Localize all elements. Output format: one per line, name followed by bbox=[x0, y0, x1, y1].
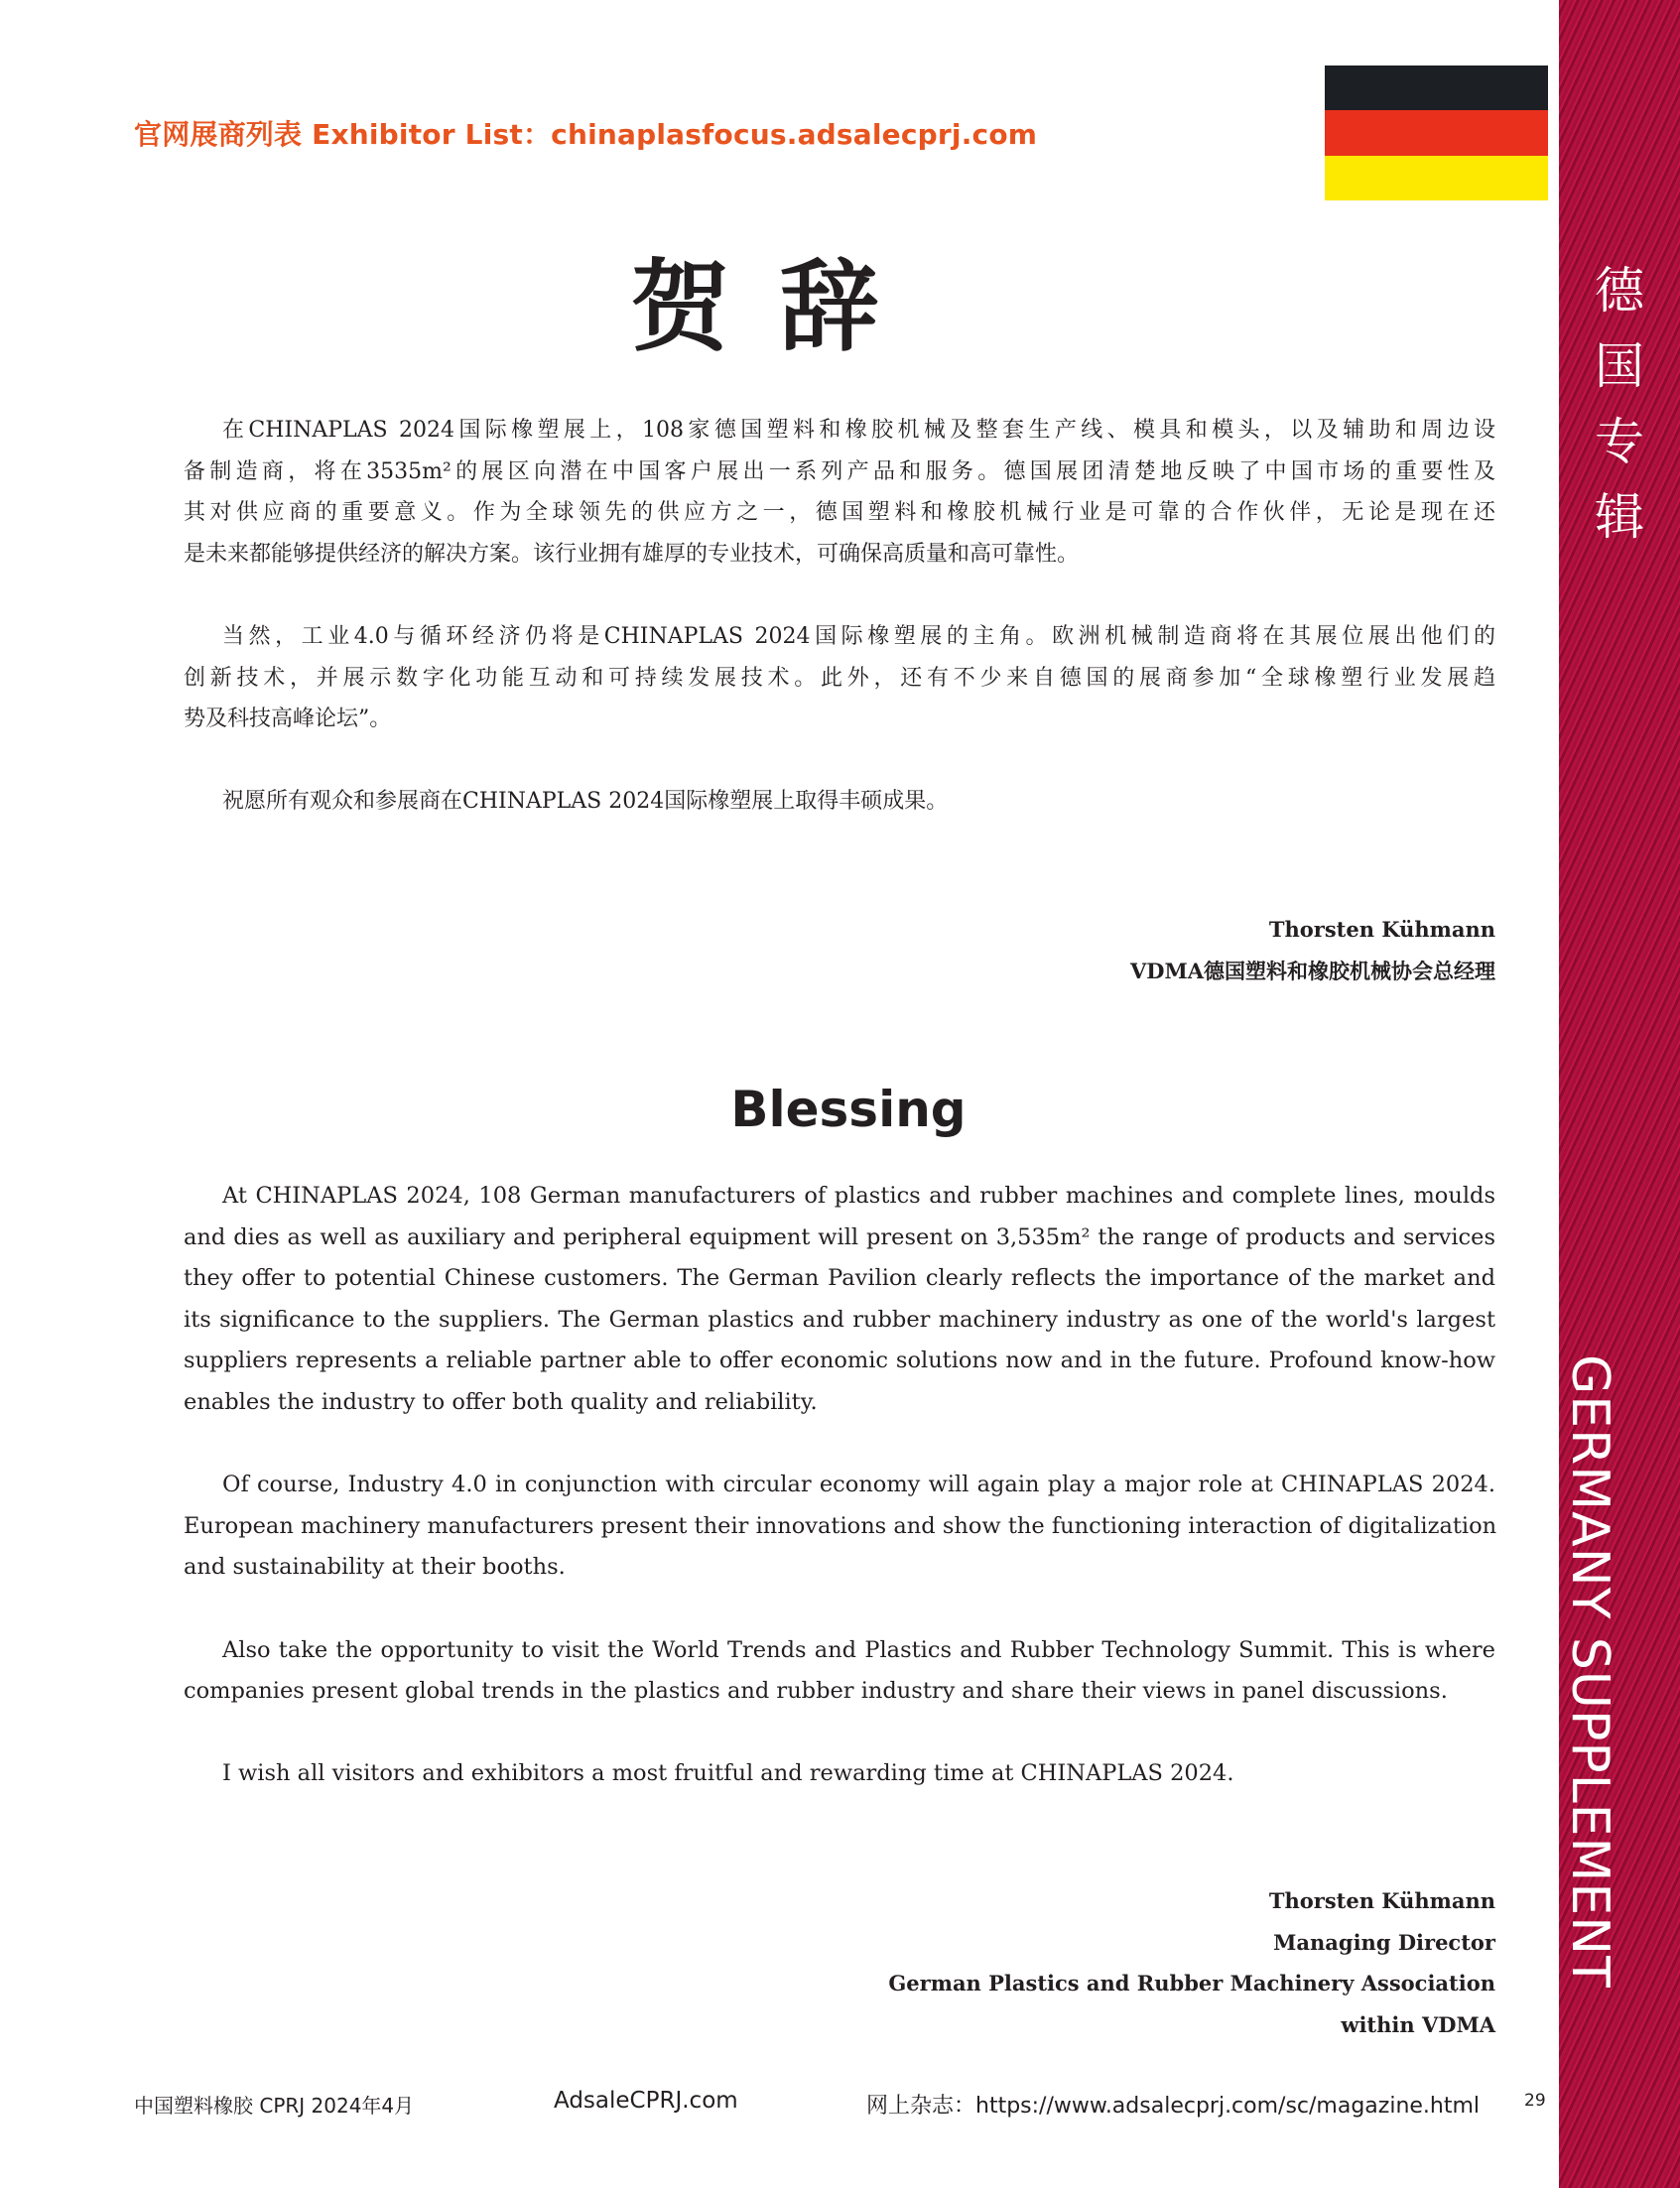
exhibitor-list-link[interactable]: 官网展商列表 Exhibitor List：chinaplasfocus.adsalecprj.com bbox=[134, 118, 1038, 151]
signature-org: within VDMA bbox=[1341, 2011, 1495, 2037]
side-char: 国 bbox=[1595, 337, 1644, 395]
side-char: 德 bbox=[1595, 262, 1644, 320]
paragraph bbox=[184, 781, 1495, 823]
page-number: 29 bbox=[1524, 2091, 1546, 2111]
text-line: Of course, Industry 4.0 in conjunction with circular economy will again play a major role at CHINAPLAS 2024. bbox=[222, 1472, 1495, 1498]
signature-title: VDMA德国塑料和橡胶机械协会总经理 bbox=[1129, 958, 1495, 983]
paragraph bbox=[184, 410, 1495, 575]
footer-site-link[interactable]: AdsaleCPRJ.com bbox=[554, 2088, 738, 2114]
text-line: 备制造商，将在3535m²的展区向潜在中国客户展出一系列产品和服务。德国展团清楚地反映了中国市场的重要性及 bbox=[184, 458, 1495, 484]
text-line: enables the industry to offer both quality and reliability. bbox=[184, 1388, 818, 1415]
side-title-en: GERMANY SUPPLEMENT bbox=[1560, 1354, 1619, 1989]
text-line: 势及科技高峰论坛”。 bbox=[184, 707, 392, 732]
paragraph bbox=[184, 1465, 1495, 1589]
en-body bbox=[184, 1176, 1495, 1795]
text-line: European machinery manufacturers present their innovations and show the functioning interaction of digitalization bbox=[184, 1512, 1497, 1539]
signature-name: Thorsten Kühmann bbox=[1268, 917, 1495, 942]
side-char: 辑 bbox=[1595, 488, 1644, 546]
text-line: 在CHINAPLAS 2024国际橡塑展上，108家德国塑料和橡胶机械及整套生产线、模具和模头，以及辅助和周边设 bbox=[222, 418, 1495, 443]
page-title-cn: 贺辞 bbox=[630, 249, 929, 365]
text-line: 当然，工业4.0与循环经济仍将是CHINAPLAS 2024国际橡塑展的主角。欧洲机械制造商将在其展位展出他们的 bbox=[222, 623, 1495, 649]
cn-body bbox=[184, 410, 1495, 823]
text-line: I wish all visitors and exhibitors a most fruitful and rewarding time at CHINAPLAS 2024. bbox=[222, 1760, 1234, 1787]
paragraph bbox=[184, 616, 1495, 740]
side-title-cn bbox=[1559, 253, 1680, 555]
cn-signature bbox=[1130, 909, 1495, 991]
text-line: suppliers represents a reliable partner able to offer economic solutions now and in the future. Profound know-how bbox=[184, 1348, 1495, 1374]
paragraph bbox=[184, 1753, 1495, 1795]
text-line: 是未来都能够提供经济的解决方案。该行业拥有雄厚的专业技术，可确保高质量和高可靠性。 bbox=[184, 541, 1080, 567]
page-title-en: Blessing bbox=[730, 1081, 967, 1138]
text-line: At CHINAPLAS 2024, 108 German manufacturers of plastics and rubber machines and complete lines, moulds bbox=[222, 1183, 1495, 1209]
footer-online-link[interactable]: 网上杂志：https://www.adsalecprj.com/sc/magazine.html bbox=[866, 2094, 1481, 2119]
text-line: its significance to the suppliers. The German plastics and rubber machinery industry as one of the world's largest bbox=[184, 1306, 1495, 1333]
paragraph bbox=[184, 1176, 1495, 1424]
signature-org: German Plastics and Rubber Machinery Association bbox=[888, 1971, 1495, 1995]
text-line: they offer to potential Chinese customers. The German Pavilion clearly reflects the importance of the market and bbox=[184, 1265, 1495, 1292]
en-signature bbox=[888, 1880, 1495, 2045]
text-line: 创新技术，并展示数字化功能互动和可持续发展技术。此外，还有不少来自德国的展商参加“全球橡塑行业发展趋 bbox=[184, 665, 1495, 691]
text-line: companies present global trends in the plastics and rubber industry and share their views in panel discussions. bbox=[184, 1678, 1448, 1705]
footer-magazine: 中国塑料橡胶 CPRJ 2024年4月 bbox=[134, 2094, 415, 2118]
text-line: and dies as well as auxiliary and peripheral equipment will present on 3,535m² the range of products and services bbox=[184, 1223, 1495, 1250]
germany-flag bbox=[1325, 65, 1548, 200]
text-line: Also take the opportunity to visit the World Trends and Plastics and Rubber Technology Summit. This is where bbox=[222, 1636, 1495, 1663]
paragraph bbox=[184, 1630, 1495, 1713]
signature-name: Thorsten Kühmann bbox=[1268, 1888, 1495, 1913]
text-line: and sustainability at their booths. bbox=[184, 1554, 566, 1581]
text-line: 其对供应商的重要意义。作为全球领先的供应方之一，德国塑料和橡胶机械行业是可靠的合作伙伴，无论是现在还 bbox=[184, 500, 1495, 526]
side-char: 专 bbox=[1595, 413, 1644, 470]
signature-title: Managing Director bbox=[1273, 1929, 1495, 1955]
text-line: 祝愿所有观众和参展商在CHINAPLAS 2024国际橡塑展上取得丰硕成果。 bbox=[222, 789, 949, 815]
